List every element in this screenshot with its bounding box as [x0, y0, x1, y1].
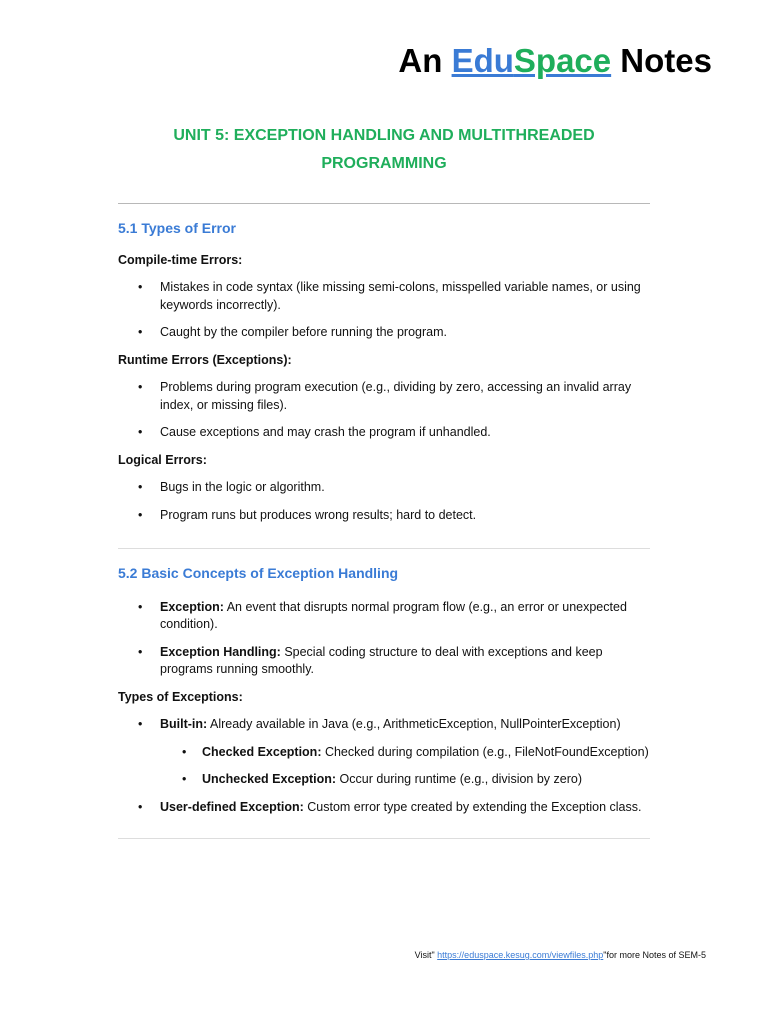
group-title: Types of Exceptions: — [118, 689, 243, 704]
term: Exception: — [160, 599, 224, 614]
footer-suffix: "for more Notes of SEM-5 — [603, 950, 706, 960]
definition: Checked during compilation (e.g., FileNotFoundException) — [321, 744, 649, 759]
list-item: • Program runs but produces wrong results; hard to detect. — [118, 507, 652, 525]
section-heading: 5.2 Basic Concepts of Exception Handling — [118, 565, 399, 581]
brand-edu: Edu — [451, 42, 514, 79]
term: Checked Exception: — [202, 744, 322, 759]
brand-suffix: Notes — [611, 42, 712, 79]
bullet-list — [118, 716, 652, 816]
brand-space: Space — [513, 42, 612, 79]
definition: An event that disrupts normal program flow (e.g., an error or unexpected condition). — [160, 599, 627, 631]
section-heading: 5.1 Types of Error — [118, 220, 237, 236]
section-types-of-error — [118, 220, 652, 534]
bullet-list — [118, 479, 652, 524]
bullet-list — [118, 379, 652, 442]
divider-middle — [118, 548, 650, 549]
list-item: • Caught by the compiler before running the program. — [118, 324, 652, 342]
term: Built-in: — [160, 717, 208, 731]
nested-list-item — [118, 771, 652, 789]
group-title: Logical Errors: — [118, 452, 207, 467]
bullet-list — [118, 279, 652, 342]
unit-title-line2: PROGRAMMING — [321, 155, 447, 172]
list-item: • Bugs in the logic or algorithm. — [118, 479, 652, 497]
list-item: • Problems during program execution (e.g., dividing by zero, accessing an invalid array index, or missing files). — [118, 379, 652, 414]
nested-list-item — [118, 744, 652, 762]
definition: Already available in Java (e.g., ArithmeticException, NullPointerException) — [207, 717, 621, 731]
divider-bottom — [118, 838, 650, 839]
term: Unchecked Exception: — [202, 772, 337, 786]
list-item — [118, 716, 652, 734]
definition: Occur during runtime (e.g., division by zero) — [336, 772, 583, 786]
unit-title — [118, 122, 650, 178]
list-item: • Mistakes in code syntax (like missing semi-colons, misspelled variable names, or using keywords incorrectly). — [118, 279, 652, 314]
definition: Special coding structure to deal with exceptions and keep programs running smoothly. — [160, 644, 603, 676]
term: User-defined Exception: — [160, 799, 304, 814]
term: Exception Handling: — [160, 644, 281, 659]
brand-prefix: An — [398, 42, 452, 79]
group-title: Compile-time Errors: — [118, 252, 243, 267]
bullet-list — [118, 599, 652, 679]
brand-title — [398, 42, 712, 80]
list-item — [118, 644, 652, 679]
brand-link[interactable] — [452, 42, 612, 79]
section-exception-handling — [118, 565, 652, 826]
unit-title-line1: UNIT 5: EXCEPTION HANDLING AND MULTITHREADED — [173, 127, 595, 144]
list-item: • Cause exceptions and may crash the program if unhandled. — [118, 424, 652, 442]
list-item — [118, 599, 652, 634]
footer-note — [415, 950, 706, 960]
definition: Custom error type created by extending the Exception class. — [303, 799, 642, 814]
divider-top — [118, 203, 650, 204]
footer-prefix: Visit" — [414, 950, 438, 960]
list-item — [118, 799, 652, 817]
group-title: Runtime Errors (Exceptions): — [118, 352, 292, 367]
footer-link[interactable]: https://eduspace.kesug.com/viewfiles.php — [437, 950, 604, 960]
